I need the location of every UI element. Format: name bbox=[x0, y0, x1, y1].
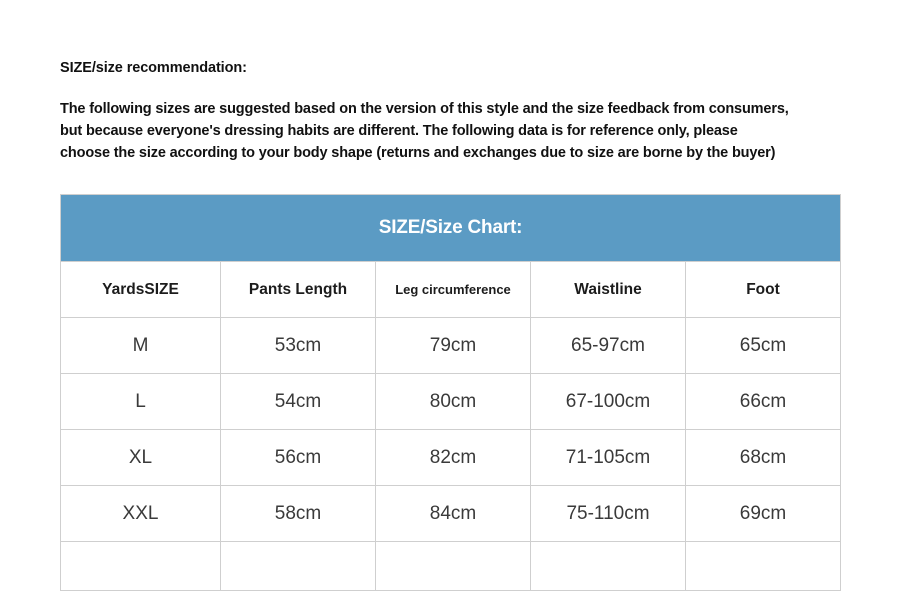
table-row-empty bbox=[61, 542, 841, 591]
column-header-waistline: Waistline bbox=[531, 262, 686, 318]
intro-paragraph bbox=[60, 98, 840, 164]
cell-leg-circumference: 80cm bbox=[376, 374, 531, 430]
cell-pants-length: 58cm bbox=[221, 486, 376, 542]
cell-pants-length: 56cm bbox=[221, 430, 376, 486]
cell-size: XL bbox=[61, 430, 221, 486]
cell-size: M bbox=[61, 318, 221, 374]
intro-line-2: but because everyone's dressing habits are different. The following data is for reference only, please bbox=[60, 123, 738, 140]
table-title: SIZE/Size Chart: bbox=[61, 195, 841, 262]
cell-leg-circumference: 79cm bbox=[376, 318, 531, 374]
cell-pants-length: 53cm bbox=[221, 318, 376, 374]
cell-size: L bbox=[61, 374, 221, 430]
cell-foot: 69cm bbox=[686, 486, 841, 542]
table-row bbox=[61, 430, 841, 486]
table-row bbox=[61, 318, 841, 374]
cell-pants-length: 54cm bbox=[221, 374, 376, 430]
column-header-leg-circumference: Leg circumference bbox=[376, 262, 531, 318]
cell-waistline: 67-100cm bbox=[531, 374, 686, 430]
cell-size: XXL bbox=[61, 486, 221, 542]
table-row bbox=[61, 374, 841, 430]
cell-foot: 66cm bbox=[686, 374, 841, 430]
cell-leg-circumference: 84cm bbox=[376, 486, 531, 542]
cell-leg-circumference bbox=[376, 542, 531, 591]
intro-line-1: The following sizes are suggested based on the version of this style and the size feedback from consumers, bbox=[60, 101, 789, 117]
cell-foot: 65cm bbox=[686, 318, 841, 374]
cell-waistline bbox=[531, 542, 686, 591]
cell-waistline: 65-97cm bbox=[531, 318, 686, 374]
table-row bbox=[61, 486, 841, 542]
cell-waistline: 75-110cm bbox=[531, 486, 686, 542]
cell-foot bbox=[686, 542, 841, 591]
table-title-row bbox=[61, 195, 841, 262]
cell-size bbox=[61, 542, 221, 591]
table-header-row bbox=[61, 262, 841, 318]
cell-waistline: 71-105cm bbox=[531, 430, 686, 486]
cell-pants-length bbox=[221, 542, 376, 591]
cell-foot: 68cm bbox=[686, 430, 841, 486]
size-table-container bbox=[60, 194, 840, 591]
column-header-pants-length: Pants Length bbox=[221, 262, 376, 318]
column-header-yards-size: YardsSIZE bbox=[61, 262, 221, 318]
size-table bbox=[60, 194, 841, 591]
intro-line-3: choose the size according to your body shape (returns and exchanges due to size are borne by the buyer) bbox=[60, 145, 776, 162]
column-header-foot: Foot bbox=[686, 262, 841, 318]
cell-leg-circumference: 82cm bbox=[376, 430, 531, 486]
page-title: SIZE/size recommendation: bbox=[60, 60, 247, 76]
